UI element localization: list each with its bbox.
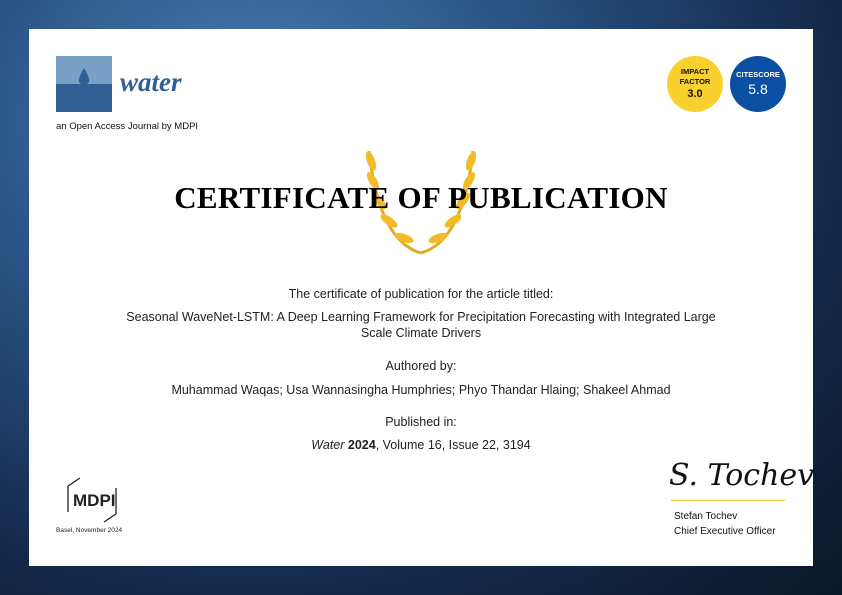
journal-name: water <box>120 67 182 97</box>
signature: S. Tochev <box>669 458 815 493</box>
citescore-badge <box>730 56 786 112</box>
citation-journal: Water <box>311 438 345 452</box>
impact-factor-badge <box>667 56 723 112</box>
authors: Muhammad Waqas; Usa Wannasingha Humphries; Phyo Thandar Hlaing; Shakeel Ahmad <box>171 383 671 397</box>
impact-label: IMPACT <box>680 67 710 76</box>
article-title-line-2: Scale Climate Drivers <box>360 326 482 340</box>
impact-value: 3.0 <box>687 88 703 100</box>
citation <box>29 437 813 453</box>
certificate-body <box>29 286 813 453</box>
authored-label: Authored by: <box>385 359 457 373</box>
signer <box>674 509 776 539</box>
journal-tagline: an Open Access Journal by MDPI <box>56 121 199 132</box>
citescore-label: CITESCORE <box>736 70 780 79</box>
citescore-value: 5.8 <box>748 81 768 97</box>
place-date: Basel, November 2024 <box>56 527 123 534</box>
citation-details: , Volume 16, Issue 22, 3194 <box>375 438 531 452</box>
article-title-line-1: Seasonal WaveNet-LSTM: A Deep Learning Framework for Precipitation Forecasting with Integrated Large <box>126 310 716 324</box>
certificate-card <box>29 29 813 566</box>
citation-year: 2024 <box>347 438 376 452</box>
impact-label-2: FACTOR <box>679 77 711 86</box>
signer-name: Stefan Tochev <box>674 511 738 522</box>
water-logo-icon <box>56 56 112 112</box>
signature-line <box>671 500 785 501</box>
mdpi-logo-text: MDPI <box>73 491 116 510</box>
signer-title: Chief Executive Officer <box>674 526 776 537</box>
published-label: Published in: <box>385 415 457 429</box>
intro-text: The certificate of publication for the article titled: <box>288 287 554 301</box>
certificate-title: CERTIFICATE OF PUBLICATION <box>174 180 668 215</box>
